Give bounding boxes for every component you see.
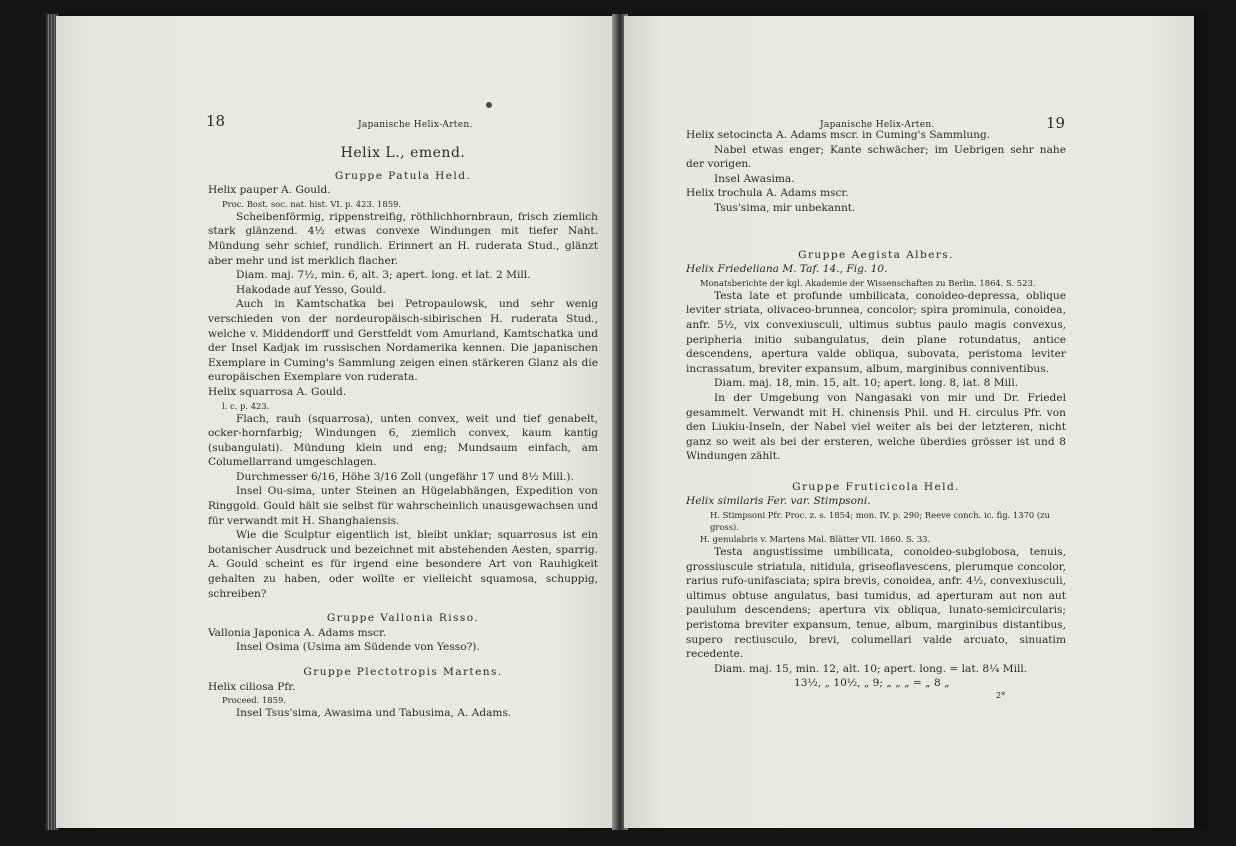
citation: l. c. p. 423.: [222, 400, 270, 411]
running-head: Japanische Helix-Arten.: [358, 120, 473, 130]
locality: Insel Ou-sima, unter Steinen an Hügelabhängen, Expedition von Ringgold. Gould hält sie selbst für wahrscheinlich unausgewachsen und für verwandt mit H. Shanghaiensis.: [208, 485, 598, 527]
measurements: 13½, „ 10½, „ 9; „ „ „ = „ 8 „: [794, 677, 950, 690]
running-head: Japanische Helix-Arten.: [820, 120, 935, 130]
locality: Insel Tsus'sima, Awasima und Tabusima, A. Adams.: [236, 707, 512, 720]
citation: Proceed. 1859.: [222, 695, 286, 706]
measurements: Diam. maj. 18, min. 15, alt. 10; apert. long. 8, lat. 8 Mill.: [714, 377, 1019, 390]
right-page: [624, 16, 1194, 828]
description: Flach, rauh (squarrosa), unten convex, weit und tief genabelt, ocker-hornfarbig; Windungen 6, ziemlich convex, kaum kantig (subangulati). Mündung klein und eng; Mundsaum einfach, am Columellarrand umgeschlagen.: [208, 412, 598, 469]
species-name: Vallonia Japonica A. Adams mscr.: [208, 626, 387, 639]
remarks: Auch in Kamtschatka bei Petropaulowsk, und sehr wenig verschieden von der nordeuropäisch-sibirischen H. ruderata Stud., welche v. Middendorff und Gerstfeldt vom Amurland, Kamtschatka und der Insel Kadjak im russischen Nordamerika kennen. Die japanischen Exemplare in Cuming's Sammlung zeigen einen stärkeren Glanz als die europäischen Exemplare von ruderata.: [208, 298, 598, 384]
signature-mark: 2*: [996, 691, 1006, 700]
species-name: Helix setocincta A. Adams mscr. in Cuming's Sammlung.: [686, 129, 991, 141]
locality: Insel Awasima.: [714, 172, 795, 185]
book-spread: [46, 14, 1208, 830]
locality: Hakodade auf Yesso, Gould.: [236, 283, 386, 296]
left-page: [56, 16, 616, 828]
page-number: 19: [1046, 114, 1066, 132]
group-heading: Gruppe Fruticicola Held.: [792, 480, 960, 493]
measurements: Diam. maj. 7½, min. 6, alt. 3; apert. long. et lat. 2 Mill.: [236, 269, 531, 282]
locality: Insel Osima (Usima am Südende von Yesso?).: [236, 641, 480, 654]
citation: H. Stimpsoni Pfr. Proc. z. s. 1854; mon. IV. p. 290; Reeve conch. ic. fig. 1370 (zu gross).: [710, 510, 1050, 533]
species-name: Helix Friedeliana M. Taf. 14., Fig. 10.: [686, 263, 888, 276]
locality: Tsus'sima, mir unbekannt.: [714, 201, 856, 214]
measurements: Diam. maj. 15, min. 12, alt. 10; apert. long. = lat. 8¼ Mill.: [714, 662, 1028, 675]
citation: Monatsberichte der kgl. Akademie der Wissenschaften zu Berlin. 1864. S. 523.: [700, 277, 1036, 288]
species-name: Helix pauper A. Gould.: [208, 184, 331, 197]
page-number: 18: [206, 112, 226, 130]
description: Testa angustissime umbilicata, conoideo-subglobosa, tenuis, grossiuscule striatula, nitidula, griseoflavescens, plerumque concolor, rarius rufo-unifasciata; spira brevis, conoidea, anfr. 4½, convexiusculi, ultimus obtuse angulatus, basi tumidus, ad aperturam aut non aut paululum descendens; apertura vix obliqua, lunato-semicircularis; peristoma breviter expansum, tenue, album, marginibus distantibus, supero rectiusculo, brevi, columellari valde arcuato, sinuatim recedente.: [686, 546, 1066, 661]
ink-spot: [486, 102, 492, 108]
measurements: Durchmesser 6/16, Höhe 3/16 Zoll (ungefähr 17 und 8½ Mill.).: [236, 470, 574, 483]
species-name: Helix trochula A. Adams mscr.: [686, 187, 849, 200]
group-heading: Gruppe Vallonia Risso.: [326, 612, 480, 625]
species-name: Helix ciliosa Pfr.: [208, 680, 296, 693]
section-title: Helix L., emend.: [340, 145, 466, 161]
species-name: Helix squarrosa A. Gould.: [208, 385, 347, 398]
description: Nabel etwas enger; Kante schwächer; im Uebrigen sehr nahe der vorigen.: [686, 143, 1066, 171]
species-name: Helix similaris Fer. var. Stimpsoni.: [686, 495, 871, 508]
remarks: In der Umgebung von Nangasaki von mir und Dr. Friedel gesammelt. Verwandt mit H. chinensis Phil. und H. circulus Pfr. von den Liukiu-Inseln, der Nabel viel weiter als bei der letzteren, nicht ganz so weit als bei der ersteren, welche überdies grösser ist und 8 Windungen zählt.: [686, 391, 1066, 463]
left-text-column: [208, 110, 598, 721]
description: Scheibenförmig, rippenstreifig, röthlichhornbraun, frisch ziemlich stark glänzend. 4½ etwas convexe Windungen mit tiefer Naht. Mündung sehr schief, rundlich. Erinnert an H. ruderata Stud., glänzt aber mehr und ist merklich flacher.: [208, 210, 598, 267]
citation: Proc. Bost. soc. nat. hist. VI. p. 423. 1859.: [222, 198, 402, 209]
remarks: Wie die Sculptur eigentlich ist, bleibt unklar; squarrosus ist ein botanischer Ausdruck und bezeichnet mit abstehenden Aesten, sparrig. A. Gould scheint es für irgend eine besondere Art von Rauhigkeit gehalten zu haben, oder wollte er vielleicht squamosa, schuppig, schreiben?: [208, 529, 598, 600]
group-heading: Gruppe Aegista Albers.: [798, 248, 954, 261]
group-heading: Gruppe Patula Held.: [334, 169, 472, 182]
right-text-column: [686, 128, 1066, 701]
citation: H. genulabris v. Martens Mal. Blätter VII. 1860. S. 33.: [700, 534, 931, 545]
description: Testa late et profunde umbilicata, conoideo-depressa, oblique leviter striata, olivaceo-brunnea, concolor; spira prominula, conoidea, anfr. 5½, vix convexiusculi, ultimus subtus paulo magis convexus, peripheria initio subangulatus, dein plane rotundatus, antice descendens, apertura valde obliqua, subovata, peristoma leviter incrassatum, breviter expansum, album, marginibus conniventibus.: [686, 289, 1066, 375]
group-heading: Gruppe Plectotropis Martens.: [303, 666, 503, 678]
